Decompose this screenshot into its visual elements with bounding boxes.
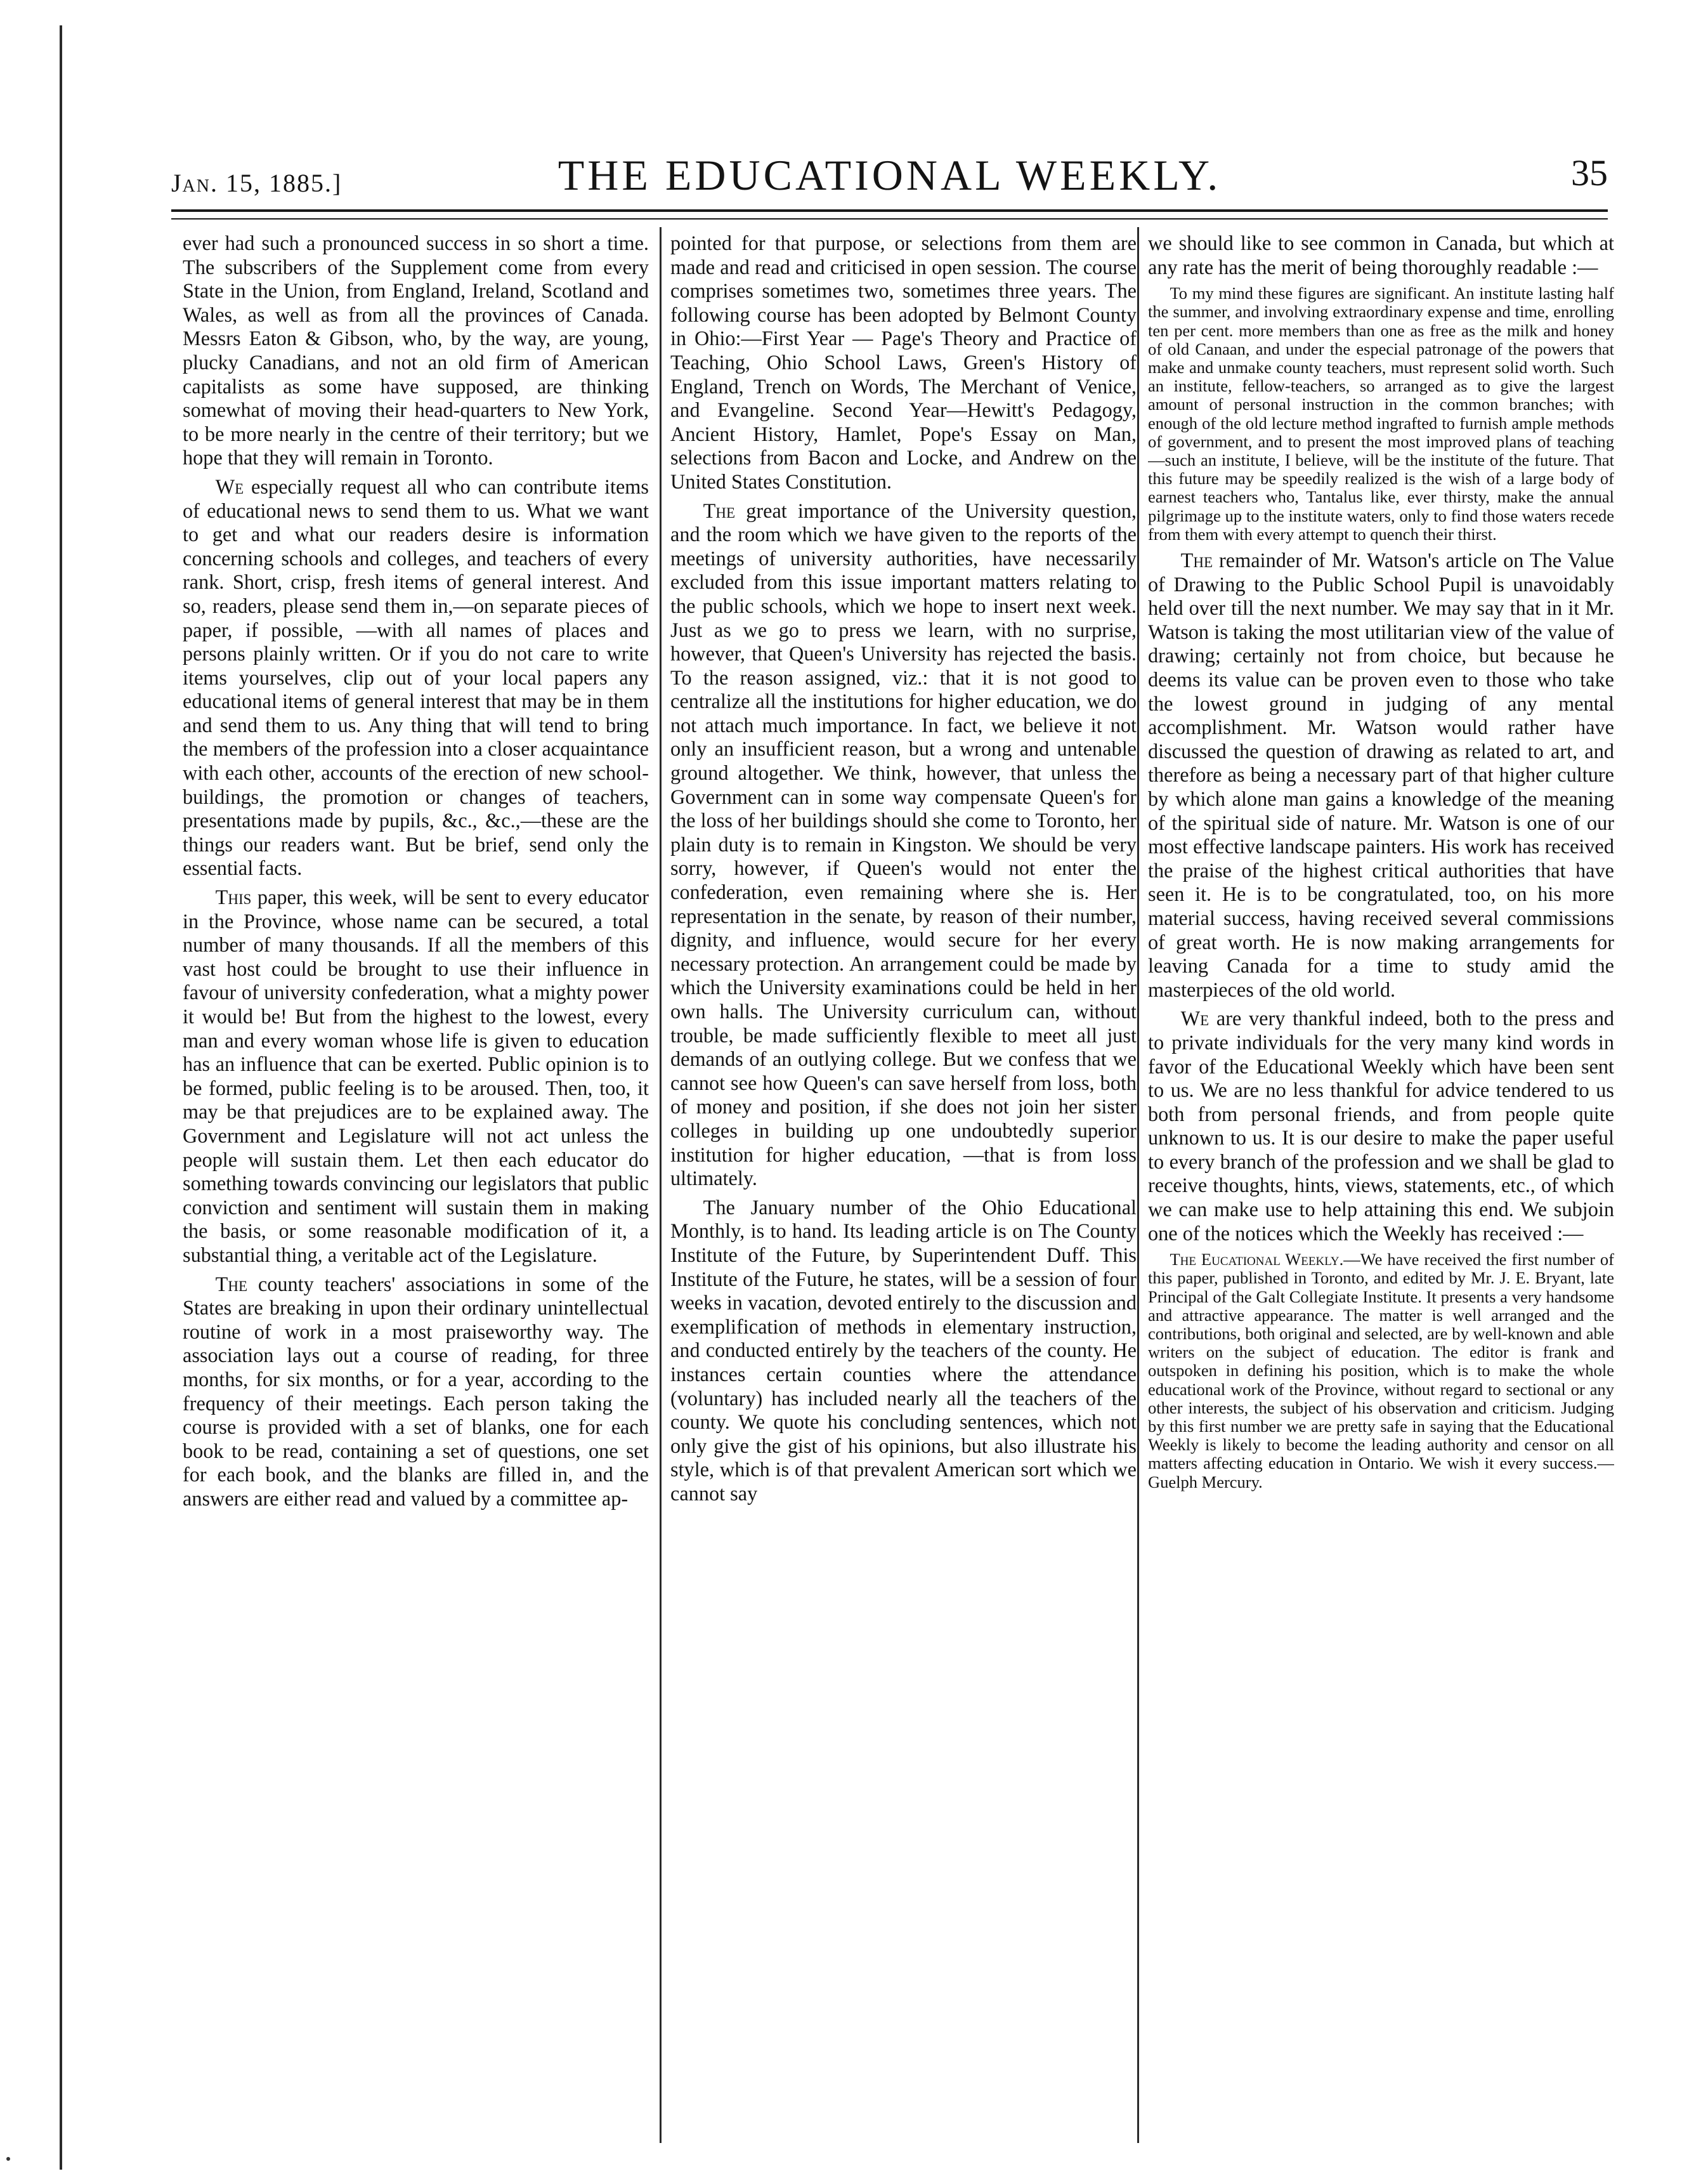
article-paragraph bbox=[183, 232, 649, 470]
article-paragraph bbox=[183, 475, 649, 881]
column-3 bbox=[1148, 232, 1614, 2141]
margin-dot bbox=[6, 2157, 10, 2161]
paragraph-lead-word: The bbox=[1180, 549, 1213, 572]
article-paragraph bbox=[1148, 232, 1614, 279]
article-paragraph bbox=[1148, 1007, 1614, 1245]
paragraph-text: are very thankful indeed, both to the press and to private individuals for the very many kind words in favor of the Educational Weekly which have been sent to us. We are no less thankful for advice tendered to us both from personal friends, and from people quite unknown to us. It is our desire to make the paper useful to every branch of the profession and we shall be glad to receive thoughts, hints, views, statements, etc., of which we can make use to help attaining this end. We subjoin one of the notices which the Weekly has received :— bbox=[1148, 1007, 1614, 1245]
paragraph-text: ever had such a pronounced success in so short a time. The subscribers of the Supplement come from every State in the Union, from England, Ireland, Scotland and Wales, as well as from all the provinces of Canada. Messrs Eaton & Gibson, who, by the way, are young, plucky Canadians, and not an old firm of American capitalists as some have supposed, are thinking somewhat of moving their head-quarters to New York, to be more nearly in the centre of their territory; but we hope that they will remain in Toronto. bbox=[183, 232, 649, 469]
paragraph-text: especially request all who can contribute items of educational news to send them to us. What we want to get and what our readers desire is information concerning schools and colleges, and teachers of every rank. Short, crisp, fresh items of general interest. And so, readers, please send them in,—on separate pieces of paper, if possible, —with all names of places and persons plainly written. Or if you do not care to write items yourselves, clip out of your local papers any educational items of general interest that may be in them and send them to us. Any thing that will tend to bring the members of the profession into a closer acquaintance with each other, accounts of the erection of new school-buildings, the promotion or changes of teachers, presentations made by pupils, &c., &c.,—these are the things our readers want. But be brief, send only the essential facts. bbox=[183, 475, 649, 880]
paragraph-text: To my mind these figures are significant. An institute lasting half the summer, and involving extraordinary expense and time, enrolling ten per cent. more members than one as free as the milk and honey of old Canaan, and under the especial patronage of the powers that make and unmake county teachers, must represent solid worth. Such an institute, fellow-teachers, so arranged as to give the largest amount of personal instruction in the common branches; with enough of the old lecture method ingrafted to furnish ample methods of government, and to present the most improved plans of teaching—such an institute, I believe, will be the institute of the future. That this future may be speedily realized is the wish of a large body of earnest teachers who, Tantalus like, ever thirsty, make the annual pilgrimage up to the institute waters, only to find those waters recede from them with every attempt to quench their thirst. bbox=[1148, 284, 1614, 544]
masthead-title: THE EDUCATIONAL WEEKLY. bbox=[557, 151, 1222, 199]
paragraph-text: remainder of Mr. Watson's article on The Value of Drawing to the Public School Pupil is unavoidably held over till the next number. We may say that in it Mr. Watson is taking the most utilitarian view of the value of drawing; certainly not from choice, but because he deems its value can be proven even to those who take the lowest ground in judging of any mental accomplishment. Mr. Watson would rather have discussed the question of drawing as related to art, and therefore as being a necessary part of that higher culture by which alone man gains a knowledge of the meaning of the spiritual side of nature. Mr. Watson is one of our most effective landscape painters. His work has received the praise of the highest critical authorities that have seen it. He is to be congratulated, too, on his more material success, having received several commissions of great worth. He is now making arrangements for leaving Canada for a time to study amid the masterpieces of the old world. bbox=[1148, 549, 1614, 1001]
column-divider bbox=[1137, 227, 1139, 2143]
article-paragraph bbox=[183, 1273, 649, 1511]
article-paragraph bbox=[183, 886, 649, 1268]
paragraph-text: we should like to see common in Canada, but which at any rate has the merit of being thoroughly readable :— bbox=[1148, 232, 1614, 279]
paragraph-lead-word: We bbox=[215, 475, 244, 498]
paragraph-text: pointed for that purpose, or selections from them are made and read and criticised in open session. The course comprises sometimes two, sometimes three years. The following course has been adopted by Belmont County in Ohio:—First Year — Page's Theory and Practice of Teaching, Ohio School Laws, Green's History of England, Trench on Words, The Merchant of Venice, and Evangeline. Second Year—Hewitt's Pedagogy, Ancient History, Hamlet, Pope's Essay on Man, selections from Bacon and Locke, and Andrew on the United States Constitution. bbox=[670, 232, 1137, 493]
quoted-excerpt bbox=[1148, 1250, 1614, 1491]
paragraph-lead-word: This bbox=[215, 886, 252, 909]
page-number: 35 bbox=[1571, 152, 1608, 193]
issue-date: Jan. 15, 1885.] bbox=[171, 169, 342, 197]
article-paragraph bbox=[670, 499, 1137, 1191]
column-2 bbox=[670, 232, 1137, 2141]
paragraph-lead-word: We bbox=[1180, 1007, 1209, 1030]
paragraph-text: great importance of the University question, and the room which we have given to the reports of the meetings of university authorities, have necessarily excluded from this issue important matters relating to the public schools, which we hope to insert next week. Just as we go to press we learn, with no surprise, however, that Queen's University has rejected the basis. To the reason assigned, viz.: that it is not good to centralize all the institutions for higher education, we do not attach much importance. In fact, we believe it not only an insufficient reason, but a wrong and untenable ground altogether. We think, however, that unless the Government can in some way compensate Queen's for the loss of her buildings should she come to Toronto, her plain duty is to remain in Kingston. We should be very sorry, however, if Queen's would not enter the confederation, even remaining where she is. Her representation in the senate, by reason of their number, dignity, and influence, would secure for her every necessary protection. An arrangement could be made by which the University examinations could be held in her own halls. The University curriculum can, without trouble, be made sufficiently flexible to meet all just demands of an outlying college. But we confess that we cannot see how Queen's can save herself from loss, both of money and position, if she does not join her sister colleges in building up one undoubtedly superior institution for higher education, —that is from loss ultimately. bbox=[670, 499, 1137, 1190]
paragraph-text: county teachers' associations in some of the States are breaking in upon their ordinary unintellectual routine of work in a most praiseworthy way. The association lays out a course of reading, for three months, for six months, or for a year, according to the frequency of their meetings. Each person taking the course is provided with a set of blanks, one for each book to be read, containing a set of questions, one set for each book, and the blanks are filled in, and the answers are either read and valued by a committee ap- bbox=[183, 1272, 649, 1510]
binding-margin-line bbox=[60, 25, 62, 2170]
paragraph-lead-word: The bbox=[215, 1272, 248, 1295]
page-header bbox=[171, 143, 1608, 200]
header-rule-thin bbox=[171, 218, 1608, 220]
paragraph-text: —We have received the first number of this paper, published in Toronto, and edited by Mr. J. E. Bryant, late Principal of the Galt Collegiate Institute. It presents a very handsome and attractive appearance. The matter is well arranged and the contributions, both original and selected, are by well-known and able writers on the subject of education. The editor is frank and outspoken in defining his position, which is to make the whole educational work of the Province, without regard to sectional or any other interests, the subject of his observation and criticism. Judging by this first number we are pretty safe in saying that the Educational Weekly is likely to become the leading authority and censor on all matters affecting education in Ontario. We wish it every success.—Guelph Mercury. bbox=[1148, 1250, 1614, 1491]
article-paragraph bbox=[670, 232, 1137, 494]
paragraph-lead-word: The bbox=[703, 499, 736, 522]
article-paragraph bbox=[670, 1196, 1137, 1506]
paragraph-lead-word: The Eucational Weekly. bbox=[1170, 1250, 1344, 1269]
column-divider bbox=[660, 227, 662, 2143]
paragraph-text: The January number of the Ohio Educational Monthly, is to hand. Its leading article is on The County Institute of the Future, by Superintendent Duff. This Institute of the Future, he states, will be a session of four weeks in vacation, devoted entirely to the discussion and exemplification of methods in elementary instruction, and conducted entirely by the teachers of the county. He instances certain counties where the attendance (voluntary) has included nearly all the teachers of the county. We quote his concluding sentences, which not only give the gist of his opinions, but also illustrate his style, which is of that prevalent American sort which we cannot say bbox=[670, 1195, 1137, 1505]
quoted-excerpt bbox=[1148, 284, 1614, 544]
column-1 bbox=[183, 232, 649, 2141]
paragraph-text: paper, this week, will be sent to every educator in the Province, whose name can be secured, a total number of many thousands. If all the members of this vast host could be brought to use their influence in favour of university confederation, what a mighty power it would be! But from the highest to the lowest, every man and every woman whose life is given to education has an influence that can be exerted. Public opinion is to be formed, public feeling is to be aroused. Then, too, it may be that prejudices are to be explained away. The Government and Legislature will not act unless the people will sustain them. Let then each educator do something towards convincing our legislators that public conviction and sentiment will sustain them in making the basis, or some reasonable modification of it, a substantial thing, a veritable act of the Legislature. bbox=[183, 886, 649, 1266]
article-paragraph bbox=[1148, 549, 1614, 1002]
header-rule-thick bbox=[171, 209, 1608, 212]
